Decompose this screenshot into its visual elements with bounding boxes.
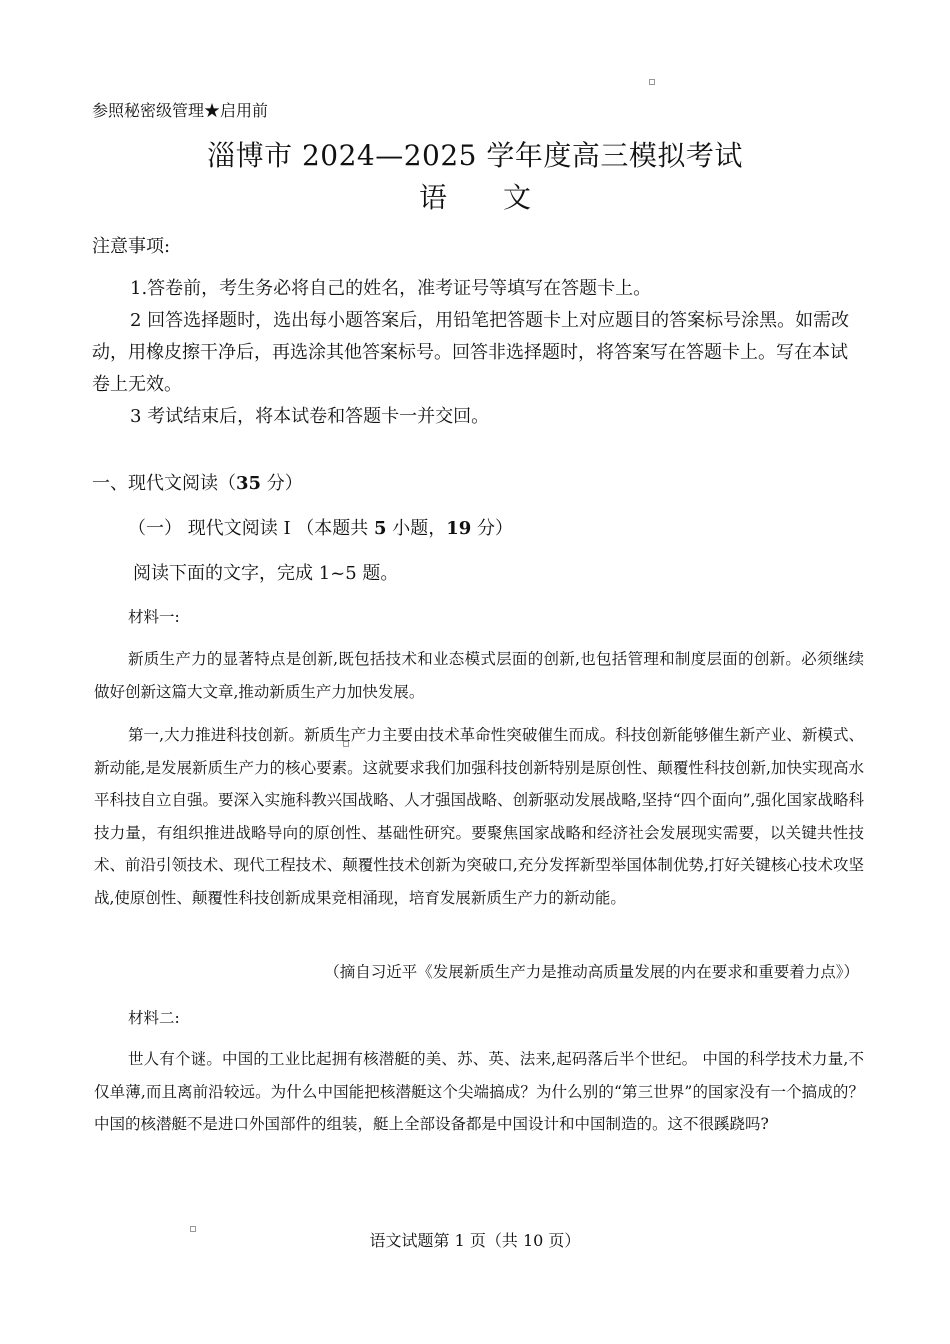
source-citation: （摘自习近平《发展新质生产力是推动高质量发展的内在要求和重要着力点》） [324,963,859,981]
material-two-text [94,1043,864,1141]
scan-artifact-dot [649,79,655,85]
page-footer: 语文试题第 1 页（共 10 页） [369,1231,581,1250]
material-label: 材料一: [128,608,180,626]
subject-title: 语文 [418,181,587,214]
material-label: 材料二: [128,1009,180,1027]
reading-instruction: 阅读下面的文字，完成 1~5 题。 [133,563,399,584]
section-heading: 一、现代文阅读（35 分） [92,473,303,494]
notice-item: 2 回答选择题时，选出每小题答案后，用铅笔把答题卡上对应题目的答案标号涂黑。如需改动，用橡皮擦干净后，再选涂其他答案标号。回答非选择题时，将答案写在答题卡上。写在本试卷上无效。 [92,310,850,395]
notice-item: 3 考试结束后，将本试卷和答题卡一并交回。 [130,406,490,427]
paragraph: 世人有个谜。中国的工业比起拥有核潜艇的美、苏、英、法来,起码落后半个世纪。 中国的科学技术力量,不仅单薄,而且离前沿较远。为什么中国能把核潜艇这个尖端搞成？为什么别的“第三世界”的国家没有一个搞成的？中国的核潜艇不是进口外国部件的组装，艇上全部设备都是中国设计和中国制造的。这不很蹊跷吗? [94,1050,864,1133]
notice-item: 1.答卷前，考生务必将自己的姓名，准考证号等填写在答题卡上。 [130,278,652,299]
paragraph: 第一,大力推进科技创新。新质生产力主要由技术革命性突破催生而成。科技创新能够催生新产业、新模式、新动能,是发展新质生产力的核心要素。这就要求我们加强科技创新特别是原创性、颠覆性科技创新,加快实现高水平科技自立自强。要深入实施科教兴国战略、人才强国战略、创新驱动发展战略,坚持“四个面向”,强化国家战略科技力量，有组织推进战略导向的原创性、基础性研究。要聚焦国家战略和经济社会发展现实需要，以关键共性技术、前沿引领技术、现代工程技术、颠覆性技术创新为突破口,充分发挥新型举国体制优势,打好关键核心技术攻坚战,使原创性、颠覆性科技创新成果竞相涌现，培育发展新质生产力的新动能。 [94,726,864,907]
notice-list [92,273,862,433]
notice-heading: 注意事项: [92,236,171,257]
exam-title: 淄博市 2024—2025 学年度高三模拟考试 [207,139,743,172]
paragraph: 新质生产力的显著特点是创新,既包括技术和业态模式层面的创新,也包括管理和制度层面的创新。必须继续做好创新这篇大文章,推动新质生产力加快发展。 [94,650,864,701]
secret-level-label: 参照秘密级管理★启用前 [92,101,269,120]
material-one-text [94,643,864,914]
subsection-heading: （一） 现代文阅读 I （本题共 5 小题，19 分） [128,518,514,539]
